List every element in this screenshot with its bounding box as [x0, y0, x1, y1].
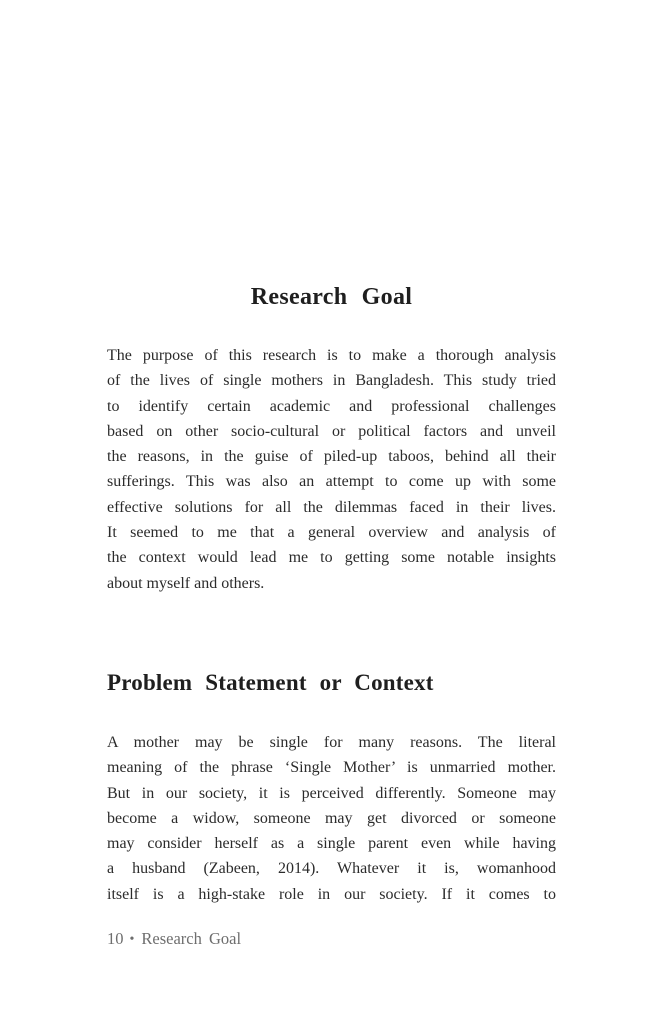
paragraph-line: The purpose of this research is to make a thorough analysis: [107, 347, 556, 364]
paragraph-line: the reasons, in the guise of piled-up taboos, behind all their: [107, 448, 556, 466]
paragraph-line: itself is a high-stake role in our society. If it comes to: [107, 885, 556, 903]
paragraph-line: to identify certain academic and professional challenges: [107, 397, 556, 415]
paragraph-line: meaning of the phrase ‘Single Mother’ is unmarried mother.: [107, 759, 556, 777]
footer-chapter-title: Research Goal: [141, 929, 242, 948]
paragraph-line: of the lives of single mothers in Bangladesh. This study tried: [107, 372, 556, 390]
paragraph-line: the context would lead me to getting some notable insights: [107, 549, 556, 567]
paragraph-line: a husband (Zabeen, 2014). Whatever it is, womanhood: [107, 860, 556, 878]
page-number: 10: [107, 929, 124, 948]
paragraph-line: effective solutions for all the dilemmas faced in their lives.: [107, 498, 556, 516]
paragraph-research-goal: [107, 343, 556, 596]
paragraph-line: based on other socio-cultural or political factors and unveil: [107, 422, 556, 440]
paragraph-line: sufferings. This was also an attempt to come up with some: [107, 473, 556, 491]
paragraph-line: It seemed to me that a general overview and analysis of: [107, 524, 556, 542]
paragraph-line: become a widow, someone may get divorced or someone: [107, 809, 556, 827]
chapter-heading: Research Goal: [250, 284, 413, 310]
page-footer: [107, 929, 556, 949]
paragraph-line: But in our society, it is perceived differently. Someone may: [107, 784, 556, 802]
section-heading-problem-statement: Problem Statement or Context: [107, 670, 434, 695]
paragraph-line: about myself and others.: [107, 574, 265, 592]
footer-bullet-icon: •: [129, 932, 135, 947]
paragraph-line: A mother may be single for many reasons. The literal: [107, 734, 556, 751]
paragraph-problem-statement: [107, 730, 556, 907]
paragraph-line: may consider herself as a single parent even while having: [107, 835, 556, 853]
